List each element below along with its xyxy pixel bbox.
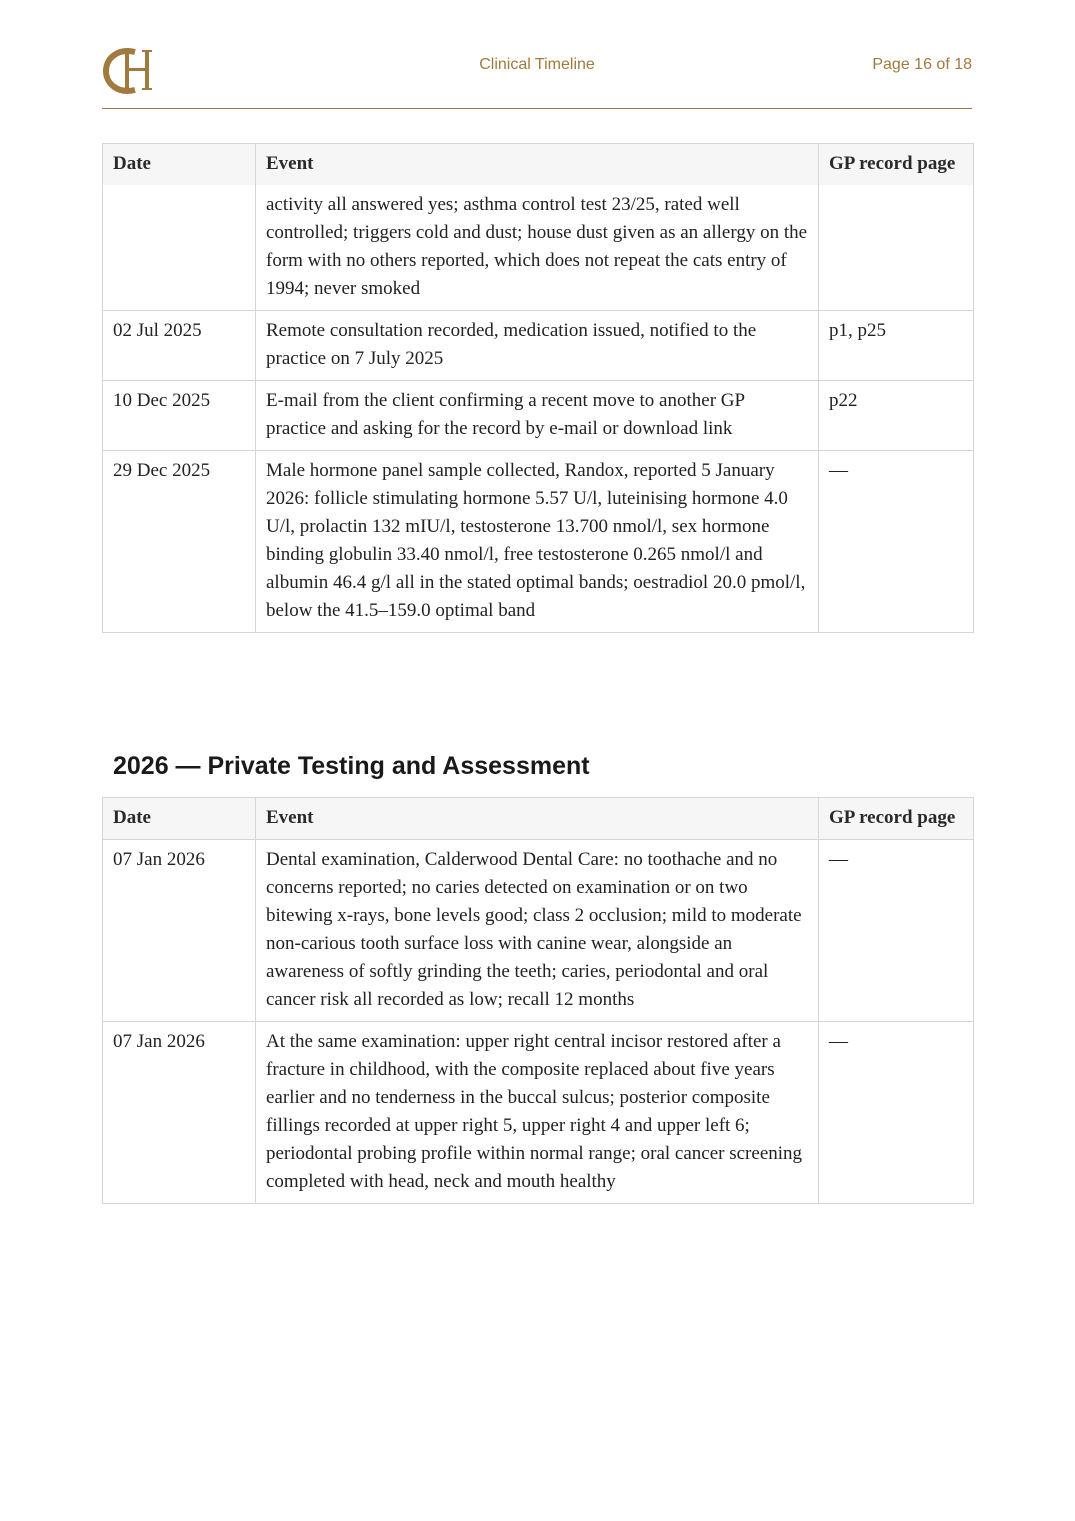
row-gp-page: p22 <box>819 381 974 451</box>
document-title: Clinical Timeline <box>479 56 595 73</box>
row-event: activity all answered yes; asthma control test 23/25, rated well controlled; triggers cold and dust; house dust given as an allergy on the form with no others reported, which does not repeat the cats entry of 1994; never smoked <box>256 185 819 311</box>
row-date: 29 Dec 2025 <box>103 451 256 633</box>
table-row <box>103 185 974 311</box>
row-date: 07 Jan 2026 <box>103 840 256 1022</box>
row-event: Dental examination, Calderwood Dental Care: no toothache and no concerns reported; no caries detected on examination or on two bitewing x-rays, bone levels good; class 2 occlusion; mild to moderate non-carious tooth surface loss with canine wear, alongside an awareness of softly grinding the teeth; caries, periodontal and oral cancer risk all recorded as low; recall 12 months <box>256 840 819 1022</box>
gp-page-column-header: GP record page <box>819 144 974 186</box>
table-row <box>103 311 974 381</box>
row-gp-page: — <box>819 451 974 633</box>
table-header-row <box>103 144 974 186</box>
row-date: 10 Dec 2025 <box>103 381 256 451</box>
gp-page-column-header: GP record page <box>819 798 974 840</box>
table-header-row <box>103 798 974 840</box>
page-number: Page 16 of 18 <box>872 56 972 73</box>
section-heading: 2026 — Private Testing and Assessment <box>113 752 590 780</box>
event-column-header: Event <box>256 798 819 840</box>
row-date: 07 Jan 2026 <box>103 1022 256 1204</box>
date-column-header: Date <box>103 798 256 840</box>
table-row <box>103 1022 974 1204</box>
row-date <box>103 185 256 311</box>
row-gp-page: — <box>819 1022 974 1204</box>
date-column-header: Date <box>103 144 256 186</box>
timeline-table <box>102 797 974 1204</box>
row-gp-page: — <box>819 840 974 1022</box>
row-event: Remote consultation recorded, medication issued, notified to the practice on 7 July 2025 <box>256 311 819 381</box>
row-event: At the same examination: upper right central incisor restored after a fracture in childhood, with the composite replaced about five years earlier and no tenderness in the buccal sulcus; posterior composite fillings recorded at upper right 5, upper right 4 and upper left 6; periodontal probing profile within normal range; oral cancer screening completed with head, neck and mouth healthy <box>256 1022 819 1204</box>
event-column-header: Event <box>256 144 819 186</box>
page-header <box>102 44 972 109</box>
timeline-table <box>102 143 974 633</box>
row-gp-page: p1, p25 <box>819 311 974 381</box>
table-row <box>103 381 974 451</box>
row-date: 02 Jul 2025 <box>103 311 256 381</box>
table-row <box>103 451 974 633</box>
row-event: Male hormone panel sample collected, Randox, reported 5 January 2026: follicle stimulating hormone 5.57 U/l, luteinising hormone 4.0 U/l, prolactin 132 mIU/l, testosterone 13.700 nmol/l, sex hormone binding globulin 33.40 nmol/l, free testosterone 0.265 nmol/l and albumin 46.4 g/l all in the stated optimal bands; oestradiol 20.0 pmol/l, below the 41.5–159.0 optimal band <box>256 451 819 633</box>
row-event: E-mail from the client confirming a recent move to another GP practice and asking for the record by e-mail or download link <box>256 381 819 451</box>
table-row <box>103 840 974 1022</box>
row-gp-page <box>819 185 974 311</box>
